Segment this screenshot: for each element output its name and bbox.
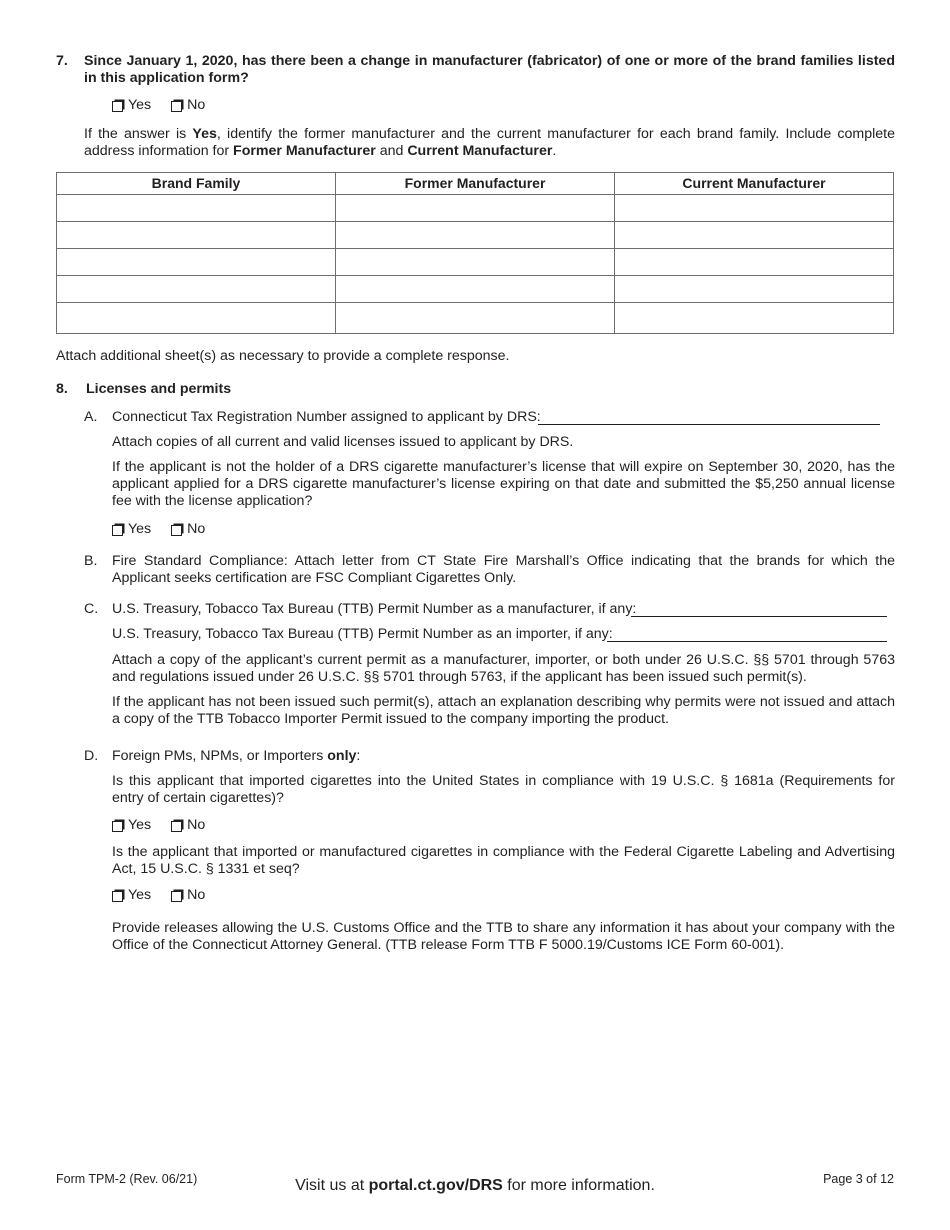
q8a-no-label: No [187,521,206,537]
checkbox-icon[interactable] [171,891,182,902]
q7-instr-mid: , identify the former manufacturer and the current manufacturer for each brand family. Include complete address information for [84,126,895,159]
footer-visit-pre: Visit us at [295,1177,369,1194]
q8d-q2-yes-option[interactable] [112,887,151,904]
q8d-question-2: Is the applicant that imported or manufactured cigarettes in compliance with the Federal Cigarette Labeling and Advertising Act, 15 U.S.C. § 1331 et seq? [112,844,895,877]
q7-question: Since January 1, 2020, has there been a change in manufacturer (fabricator) of one or more of the brand families listed in this application form? [84,53,895,86]
q8a-yes-option[interactable] [112,521,151,538]
q7-number: 7. [56,53,68,69]
q8c-not-issued: If the applicant has not been issued such permit(s), attach an explanation describing why permits were not issued and attach a copy of the TTB Tobacco Importer Permit issued to the company importing the product. [112,694,895,727]
q8c-letter: C. [84,601,99,617]
current-manufacturer-cell[interactable] [615,249,894,276]
q7-yes-option[interactable] [112,97,151,114]
checkbox-icon[interactable] [171,525,182,536]
former-manufacturer-cell[interactable] [336,222,615,249]
tax-registration-number-field[interactable] [538,410,880,425]
form-id: Form TPM-2 (Rev. 06/21) [56,1172,198,1186]
q8a-attach: Attach copies of all current and valid licenses issued to applicant by DRS. [112,434,574,450]
q8d-q1-no-option[interactable] [171,817,205,834]
checkbox-icon[interactable] [171,101,182,112]
q8b-text: Fire Standard Compliance: Attach letter from CT State Fire Marshall’s Office indicating that the brands for which the Applicant seeks certification are FSC Compliant Cigarettes Only. [112,553,895,586]
header-former-manufacturer: Former Manufacturer [336,173,615,195]
q8d-q2-options [112,887,205,904]
q8d-releases: Provide releases allowing the U.S. Customs Office and the TTB to share any information it has about your company with the Office of the Connecticut Attorney General. (TTB release Form TTB F 5000.19/Customs ICE Form 60-001). [112,920,895,953]
q7-instr-former: Former Manufacturer [233,143,376,159]
q8d-label-end: : [356,748,361,764]
footer-visit-url[interactable]: portal.ct.gov/DRS [368,1177,503,1194]
checkbox-icon[interactable] [171,821,182,832]
table-row [57,249,894,276]
q7-instr-and: and [375,143,408,159]
q7-no-option[interactable] [171,97,205,114]
q8d-question-1: Is this applicant that imported cigarettes into the United States in compliance with 19 U.S.C. § 1681a (Requirements for entry of certain cigarettes)? [112,773,895,806]
page-number: Page 3 of 12 [823,1172,894,1186]
q7-instructions [84,126,895,160]
q8d-q1-yes-label: Yes [128,817,152,833]
q8d-label-pre: Foreign PMs, NPMs, or Importers [112,748,328,764]
q8b-letter: B. [84,553,98,569]
footer-visit-post: for more information. [502,1177,655,1194]
q8-number: 8. [56,381,68,397]
q8a-no-option[interactable] [171,521,205,538]
manufacturer-change-table [56,172,894,334]
q7-instr-end: . [552,143,557,159]
table-row [57,276,894,303]
q8a-options [112,521,205,538]
brand-family-cell[interactable] [57,222,336,249]
q8a-label: Connecticut Tax Registration Number assigned to applicant by DRS: [112,409,541,425]
attach-additional-note: Attach additional sheet(s) as necessary to provide a complete response. [56,348,510,364]
q8c-attach: Attach a copy of the applicant’s current permit as a manufacturer, importer, or both under 26 U.S.C. §§ 5701 through 5763 and regulations issued under 26 U.S.C. §§ 5701 through 5763, if the applicant has been issued such permit(s). [112,652,895,685]
q8a-question: If the applicant is not the holder of a DRS cigarette manufacturer’s license that will expire on September 30, 2020, has the applicant applied for a DRS cigarette manufacturer’s license expiring on that date and submitted the $5,250 annual license fee with the license application? [112,459,895,509]
q7-options [112,97,205,114]
checkbox-icon[interactable] [112,821,123,832]
current-manufacturer-cell[interactable] [615,195,894,222]
q7-no-label: No [187,97,206,113]
q8d-letter: D. [84,748,99,764]
q8d-label [112,748,360,765]
former-manufacturer-cell[interactable] [336,303,615,334]
q7-instr-current: Current Manufacturer [407,143,553,159]
table-row [57,195,894,222]
q8a-yes-label: Yes [128,521,152,537]
q7-instr-pre: If the answer is [84,126,193,142]
q8a-letter: A. [84,409,98,425]
q8d-q2-no-label: No [187,887,206,903]
brand-family-cell[interactable] [57,303,336,334]
q8d-q1-no-label: No [187,817,206,833]
former-manufacturer-cell[interactable] [336,249,615,276]
q8d-q2-no-option[interactable] [171,887,205,904]
table-row [57,303,894,334]
q7-instr-yes: Yes [192,126,217,142]
brand-family-cell[interactable] [57,249,336,276]
former-manufacturer-cell[interactable] [336,276,615,303]
q8d-label-bold: only [327,748,357,764]
header-current-manufacturer: Current Manufacturer [615,173,894,195]
current-manufacturer-cell[interactable] [615,276,894,303]
checkbox-icon[interactable] [112,891,123,902]
q8-title: Licenses and permits [86,381,232,397]
header-brand-family: Brand Family [57,173,336,195]
checkbox-icon[interactable] [112,525,123,536]
ttb-manufacturer-permit-field[interactable] [631,602,887,617]
q8d-q1-options [112,817,205,834]
current-manufacturer-cell[interactable] [615,222,894,249]
q8c-manufacturer-label: U.S. Treasury, Tobacco Tax Bureau (TTB) Permit Number as a manufacturer, if any: [112,601,637,617]
brand-family-cell[interactable] [57,276,336,303]
q8d-q2-yes-label: Yes [128,887,152,903]
ttb-importer-permit-field[interactable] [607,627,887,642]
q8c-importer-label: U.S. Treasury, Tobacco Tax Bureau (TTB) Permit Number as an importer, if any: [112,626,613,642]
brand-family-cell[interactable] [57,195,336,222]
current-manufacturer-cell[interactable] [615,303,894,334]
table-row [57,222,894,249]
checkbox-icon[interactable] [112,101,123,112]
footer-visit [0,1177,950,1194]
q7-yes-label: Yes [128,97,152,113]
former-manufacturer-cell[interactable] [336,195,615,222]
q8d-q1-yes-option[interactable] [112,817,151,834]
